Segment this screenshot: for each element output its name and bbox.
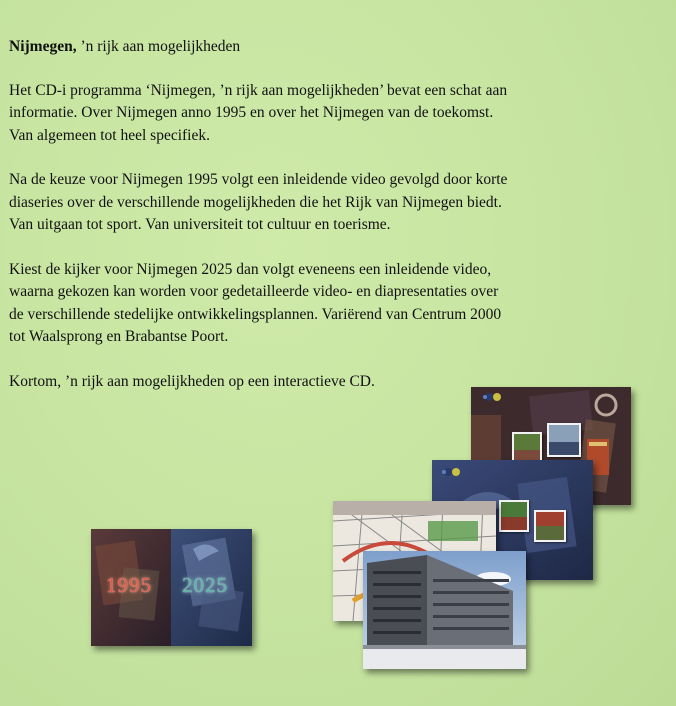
year-1995-label[interactable]: 1995 bbox=[106, 573, 152, 597]
text-line: Kiest de kijker voor Nijmegen 2025 dan volgt eveneens een inleidende video, bbox=[9, 260, 492, 278]
year-2025-label[interactable]: 2025 bbox=[182, 573, 228, 597]
page-title bbox=[9, 36, 649, 59]
paragraph-1995 bbox=[9, 169, 649, 237]
text-line: Kortom, ’n rijk aan mogelijkheden op een interactieve CD. bbox=[9, 372, 375, 390]
text-line: informatie. Over Nijmegen anno 1995 en over het Nijmegen van de toekomst. bbox=[9, 104, 494, 121]
menu-screenshot-card bbox=[91, 529, 252, 646]
slide-thumbnail[interactable] bbox=[512, 432, 542, 462]
text-line: Na de keuze voor Nijmegen 1995 volgt een inleidende video gevolgd door korte bbox=[9, 171, 508, 188]
body-text bbox=[9, 36, 649, 415]
paragraph-intro bbox=[9, 80, 649, 148]
slide-thumbnail[interactable] bbox=[534, 510, 566, 542]
building-photo-art bbox=[363, 551, 526, 669]
text-line: diaseries over de verschillende mogelijkheden die het Rijk van Nijmegen biedt. bbox=[9, 193, 502, 211]
title-rest: ’n rijk aan mogelijkheden bbox=[76, 38, 241, 55]
text-line: Van algemeen tot heel specifiek. bbox=[9, 126, 210, 144]
text-line: tot Waalsprong en Brabantse Poort. bbox=[9, 328, 229, 345]
paragraph-2025 bbox=[9, 259, 649, 349]
slide-thumbnail[interactable] bbox=[547, 423, 581, 457]
text-line: waarna gekozen kan worden voor gedetailleerde video- en diapresentaties over bbox=[9, 283, 499, 300]
text-line: Van uitgaan tot sport. Van universiteit tot cultuur en toerisme. bbox=[9, 216, 391, 233]
title-bold: Nijmegen, bbox=[9, 38, 77, 55]
slide-thumbnail[interactable] bbox=[499, 500, 529, 532]
text-line: Het CD-i programma ‘Nijmegen, ’n rijk aan mogelijkheden’ bevat een schat aan bbox=[9, 81, 508, 99]
text-line: de verschillende stedelijke ontwikkelingsplannen. Variërend van Centrum 2000 bbox=[9, 305, 502, 323]
building-photo-screenshot bbox=[363, 551, 526, 669]
